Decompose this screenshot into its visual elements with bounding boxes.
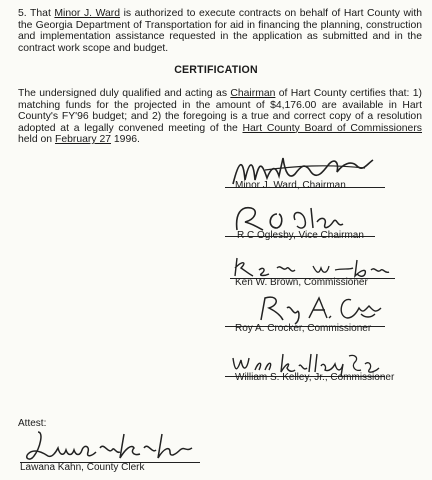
- authorized-person-name: Minor J. Ward: [54, 8, 121, 19]
- signature-block-commissioner-kelley: [225, 348, 395, 383]
- cert-text-3: held on: [18, 134, 55, 146]
- handwritten-signature-kelley: [225, 348, 385, 376]
- signature-block-commissioner-crocker: [225, 290, 385, 334]
- handwritten-signature-crocker: [225, 290, 385, 326]
- handwritten-signature-ward: [225, 150, 385, 190]
- handwritten-signature-kahn: [20, 428, 200, 464]
- attest-label: Attest:: [18, 418, 47, 429]
- signer-name-2: R C Oglesby, Vice Chairman: [237, 230, 364, 241]
- clerk-name: Lawana Kahn, County Clerk: [20, 462, 145, 473]
- signature-block-chairman: [225, 150, 385, 190]
- paragraph-5: [18, 8, 422, 54]
- para5-prefix: 5. That: [18, 8, 55, 19]
- para5-text: is authorized to execute contracts on behalf of Hart County with the Georgia Department of Transportation for aid in financing the planning, construction and implementation assistance requested in the application as submitted and in the contract work scope and budget.: [18, 8, 423, 54]
- signature-block-clerk: [20, 428, 200, 473]
- signer-name-5: William S. Kelley, Jr., Commissioner: [235, 372, 395, 383]
- handwritten-signature-brown: [225, 252, 395, 282]
- handwritten-signature-oglesby: [225, 200, 365, 236]
- cert-year: 1996.: [111, 134, 140, 146]
- signer-name-1: Minor J. Ward, Chairman: [235, 180, 346, 191]
- certification-paragraph: [18, 88, 422, 146]
- signature-block-vice-chairman: [225, 200, 365, 241]
- cert-date: February 27: [54, 134, 112, 146]
- cert-role: Chairman: [230, 88, 276, 99]
- cert-text-2: of Hart County certifies that: 1) matching funds for the projected in the amount of $4,176.00 are available in Hart County's FY'96 budget; and 2) the foregoing is a true and correct copy of a resolution adopted at a legally convened meeting of the: [18, 88, 422, 134]
- cert-text-1: The undersigned duly qualified and acting as: [18, 88, 231, 99]
- signature-block-commissioner-brown: [225, 252, 395, 288]
- signer-name-3: Ken W. Brown, Commissioner: [235, 277, 368, 288]
- signer-name-4: Roy A. Crocker, Commissioner: [235, 323, 372, 334]
- certification-heading: CERTIFICATION: [174, 64, 258, 76]
- cert-board: Hart County Board of Commissioners: [242, 122, 422, 134]
